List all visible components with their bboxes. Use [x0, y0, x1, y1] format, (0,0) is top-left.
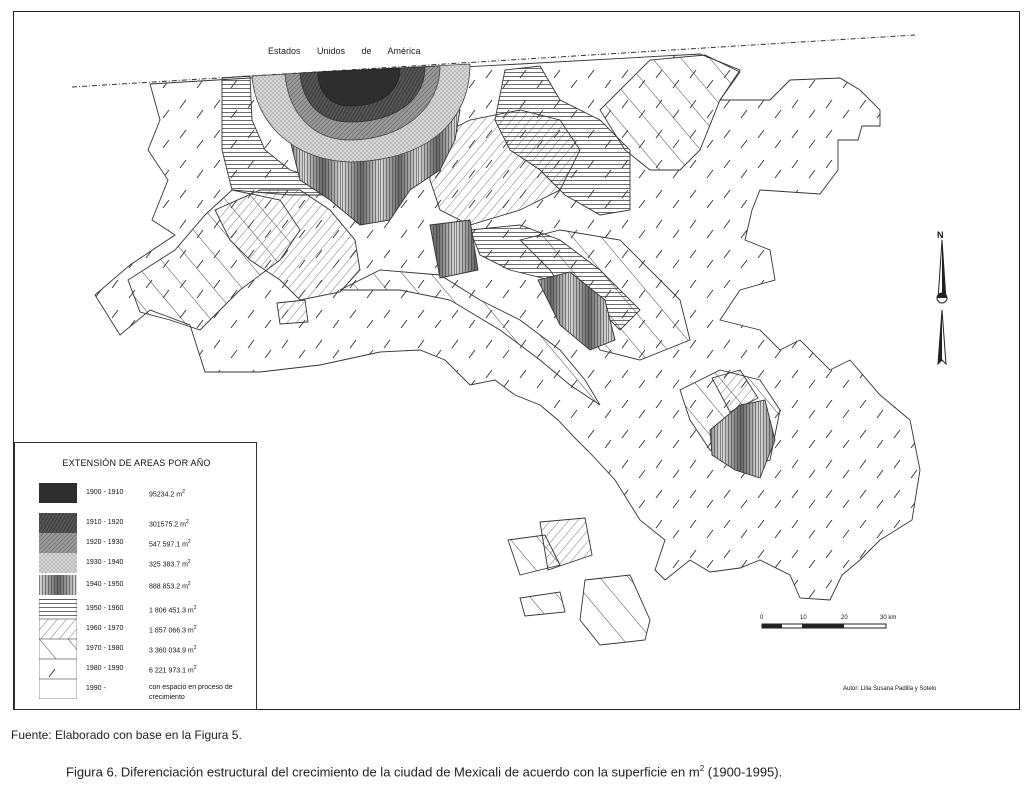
legend-swatch-1930-1940: [39, 553, 77, 573]
legend-swatch-1940-1950: [39, 575, 77, 595]
north-label: N: [937, 230, 944, 240]
map-author: Autor: Lilia Susana Padilla y Sotelo: [843, 686, 937, 692]
country-label: Estados Unidos de América: [268, 46, 421, 56]
scale-tick-label: 10: [800, 615, 807, 621]
legend-swatch-1950-1960: [39, 599, 77, 619]
legend-title: EXTENSIÓN DE AREAS POR AÑO: [62, 458, 211, 468]
legend-swatch-1960-1970: [39, 619, 77, 639]
legend-swatch-1910-1920: [39, 513, 77, 533]
legend-swatch-1990: [39, 679, 77, 699]
legend-swatch-1900-1910: [39, 483, 77, 503]
legend-swatch-1920-1930: [39, 533, 77, 553]
legend-swatch-1970-1980: [39, 639, 77, 659]
figure-caption: Figura 6. Diferenciación estructural del crecimiento de la ciudad de Mexicali de acuerdo con la superficie en $m^2$ (1900-1995).: [66, 764, 783, 780]
scale-tick-label: 30 km: [880, 615, 897, 621]
legend: EXTENSIÓN DE AREAS POR AÑO 1900 - 1910 95234.2 $m^2$ 1910 - 1920 301575.2 $m^2$ 1920 - 1930 547 597.1 $m^2$ 1930 - 1940 325 383.7 $m^2$ 1940 - 1950 888 853.2 $m^2$ 1950 - 1960 1 806 451.3 $m^2$ 1960 - 1970 1 857 066.3 $m^2$ 1970 - 1980 3 360 034.9 $m^2$ 1980 - 1990 6 221 973.1 $m^2$ 1990 - con espacio en proceso de crecimiento: [14, 442, 257, 710]
scale-tick-label: 20: [841, 615, 848, 621]
source-note: Fuente: Elaborado con base en la Figura 5.: [11, 728, 242, 742]
legend-swatch-1980-1990: [39, 659, 77, 679]
scale-tick-label: 0: [760, 615, 764, 621]
